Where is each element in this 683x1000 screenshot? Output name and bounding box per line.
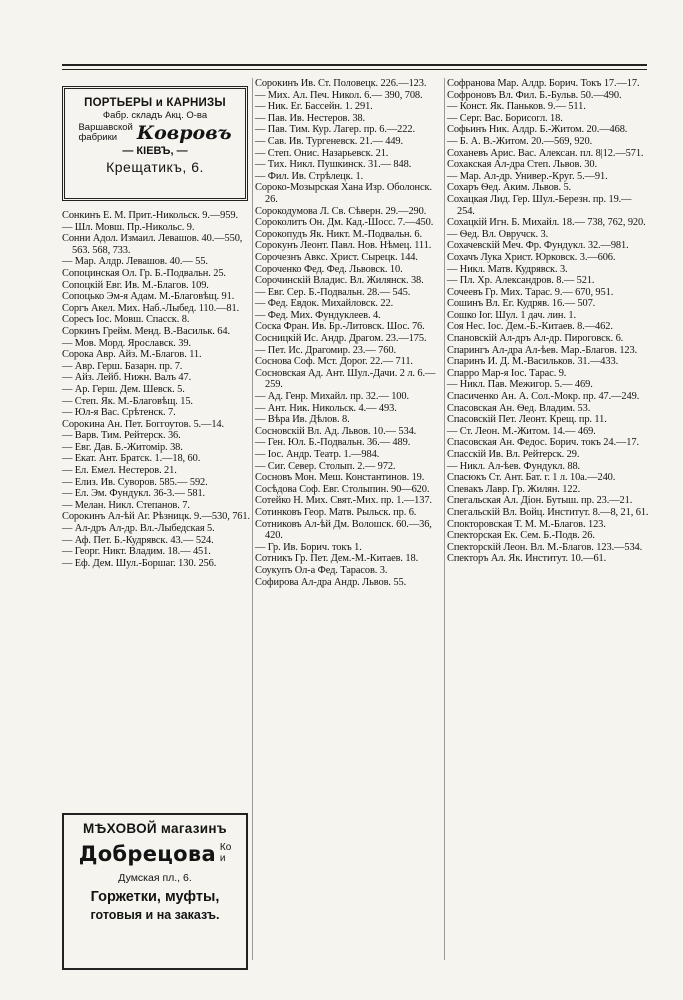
directory-entry: — Степ. Онис. Назарьевск. 21. [255, 147, 389, 159]
directory-entry: Сорокинъ Ив. Ст. Половецк. 226.—123. [255, 78, 427, 89]
directory-entry: — Пл. Хр. Александров. 8.— 521. [447, 275, 595, 287]
directory-entry: Сороколитъ Он. Дм. Кад.-Шосс. 7.—450. [255, 217, 434, 229]
directory-entry: — Мих. Ал. Печ. Никол. 6.— 390, 708. [255, 89, 423, 101]
directory-entry: — Варв. Тим. Рейтерск. 36. [62, 430, 181, 442]
directory-entry: Соханевъ Арис. Вас. Алексан. пл. 8|12.—571. [447, 147, 644, 159]
directory-entry: Сотниковъ Ал-ѣй Дм. Волошск. 60.—36, 420. [255, 518, 432, 542]
directory-entry: — Ген. Юл. Б.-Подвальн. 36.— 489. [255, 437, 411, 449]
directory-entry: Сосновскій Вл. Ад. Львов. 10.— 534. [255, 425, 417, 437]
directory-entry: — Евг. Сер. Б.-Подвальн. 28.— 545. [255, 286, 411, 298]
directory-entry: Соснова Соф. Мст. Дорог. 22.— 711. [255, 356, 413, 368]
directory-entry: — Фед. Евдок. Михайловск. 22. [255, 298, 394, 310]
column-separator [444, 78, 445, 960]
directory-entry: Спасиченко Ан. А. Сол.-Мокр. пр. 47.—249. [447, 391, 640, 403]
directory-entry: Спевакъ Лавр. Гр. Жилян. 122. [447, 483, 581, 495]
directory-entry: Спекторъ Ал. Як. Институт. 10.—61. [447, 553, 607, 565]
directory-entry: — Ад. Генр. Михайл. пр. 32.— 100. [255, 391, 409, 403]
directory-entry: — Авр. Герш. Базарн. пр. 7. [62, 360, 183, 372]
top-rule [62, 64, 647, 66]
directory-entry: Сорочинскій Владис. Вл. Жилянск. 38. [255, 275, 424, 287]
directory-entry: Спегальскій Вл. Войц. Институт. 8.—8, 21, 61. [447, 506, 649, 518]
directory-entry: Сохакская Ал-дра Степ. Львов. 30. [447, 159, 597, 171]
directory-entry: Спегальская Ал. Діон. Бутыш. пр. 23.—21. [447, 495, 633, 507]
directory-entry: — Степ. Як. М.-Благовѣщ. 15. [62, 395, 193, 407]
ad-brand: Ковровъ [136, 122, 232, 144]
directory-entry: Сохачевскій Меч. Фр. Фундукл. 32.—981. [447, 240, 629, 252]
ad-fur-goods: Горжетки, муфты, [90, 889, 220, 905]
directory-entry: Соресъ Іос. Мовш. Спасск. 8. [62, 314, 190, 326]
directory-entry: Спарингъ Ал-дра Ал-ѣев. Мар.-Благов. 123. [447, 344, 638, 356]
directory-entry: Спасовская Ан. Федос. Борич. токъ 24.—17. [447, 437, 639, 449]
directory-entry: Сорокунъ Леонт. Павл. Нов. Нѣмец. 111. [255, 240, 432, 252]
directory-entry: Сонкинъ Е. М. Прит.-Никольск. 9.—959. [62, 210, 238, 221]
directory-entry: — Ѳед. Вл. Овручск. 3. [447, 228, 549, 240]
directory-column-2 [255, 78, 443, 588]
directory-entry: Сорочезнъ Авкс. Христ. Сырецк. 144. [255, 251, 418, 263]
directory-entry: Соргъ Акел. Мих. Наб.-Лыбед. 110.—81. [62, 302, 240, 314]
directory-entry: — Ник. Ег. Бассейн. 1. 291. [255, 101, 373, 113]
directory-entry: Спарро Мар-я Іос. Тарас. 9. [447, 367, 567, 379]
directory-entry: — Іос. Андр. Театр. 1.—984. [255, 449, 380, 460]
advertisement-fur-shop [62, 813, 248, 970]
column-separator [252, 78, 253, 960]
directory-entry: — Б. А. В.-Житом. 20.—569, 920. [447, 135, 593, 147]
directory-entry: Сорокина Ан. Пет. Боггоутов. 5.—14. [62, 418, 225, 430]
directory-entry: Сочеевъ Гр. Мих. Тарас. 9.— 670, 951. [447, 286, 614, 298]
ad-fur-brand-row [64, 842, 246, 866]
ad-city: — КІЕВЪ, — [122, 145, 188, 157]
top-rule-thin [62, 69, 647, 70]
ad-fur-co-top: Ко [219, 842, 232, 853]
directory-entry: — Тих. Никл. Пушкинск. 31.— 848. [255, 159, 412, 171]
directory-entry: Сохацкая Лид. Гер. Шул.-Березн. пр. 19.—254. [447, 193, 632, 217]
directory-entry: — Конст. Як. Паньков. 9.— 511. [447, 101, 586, 113]
ad-street: Крещатикъ, 6. [106, 159, 204, 175]
directory-entry: Сороченко Фед. Фед. Львовск. 10. [255, 263, 403, 275]
directory-entry: Софьинъ Ник. Алдр. Б.-Житом. 20.—468. [447, 124, 628, 136]
directory-entry: — Мелан. Никл. Степанов. 7. [62, 499, 190, 511]
directory-entry: Сороко-Мозырская Хана Изр. Оболонск. 26. [255, 182, 432, 205]
directory-entry: — Пав. Тим. Кур. Лагер. пр. 6.—222. [255, 124, 415, 136]
directory-entry: — Никл. Пав. Межигор. 5.— 469. [447, 379, 593, 391]
directory-entry: Сопоцкій Евг. Ив. М.-Благов. 109. [62, 279, 209, 291]
directory-entry: — Ел. Эм. Фундукл. 36-3.— 581. [62, 488, 206, 500]
directory-entry: — Сав. Ив. Тургеневск. 21.— 449. [255, 135, 404, 147]
directory-entry: Сохаръ Ѳед. Аким. Львов. 5. [447, 182, 572, 194]
ad-fur-brand: Добрецова [78, 842, 216, 866]
directory-entry: Спекторская Ек. Сем. Б.-Подв. 26. [447, 530, 595, 542]
directory-entry: Сорокопудъ Як. Никт. М.-Подвальн. 6. [255, 228, 423, 240]
ad-headline: ПОРТЬЕРЫ и КАРНИЗЫ [84, 97, 226, 109]
directory-entry: Сошко Іог. Шул. 1 дач. лин. 1. [447, 309, 576, 321]
directory-entry: Сотейко Н. Мих. Свят.-Мих. пр. 1.—137. [255, 495, 432, 507]
directory-entry: Сопоцько Эм-я Адам. М.-Благовѣщ. 91. [62, 291, 235, 303]
directory-entry: — Никл. Ал-ѣев. Фундукл. 88. [447, 460, 581, 472]
directory-entry: — Серг. Вас. Борисогл. 18. [447, 112, 563, 124]
ad-subline: Фабр. складъ Акц. О-ва [102, 110, 208, 121]
directory-entry: Спасюкъ Ст. Ант. Бат. г. 1 л. 10а.—240. [447, 472, 616, 484]
directory-entry: — Гр. Ив. Борич. токъ 1. [255, 541, 362, 553]
directory-entry: Спокторовская Т. М. М.-Благов. 123. [447, 518, 606, 530]
directory-entry: Софроновъ Вл. Фил. Б.-Бульв. 50.—490. [447, 89, 622, 101]
directory-entry: Сохачъ Лука Христ. Юрковск. 3.—606. [447, 251, 616, 263]
directory-entry: — Пав. Ив. Нестеров. 38. [255, 112, 366, 124]
advertisement-portieres [62, 86, 248, 201]
directory-entry: Сосновъ Мон. Меш. Константинов. 19. [255, 472, 425, 484]
directory-entry: — Мар. Алдр. Левашов. 40.— 55. [62, 256, 208, 268]
ad-fur-company [220, 842, 231, 864]
directory-entry: — Юл-я Вас. Срѣтенск. 7. [62, 407, 176, 419]
directory-entry: — Георг. Никт. Владим. 18.— 451. [62, 546, 211, 558]
directory-entry: Спаринъ И. Д. М.-Васильков. 31.—433. [447, 356, 619, 368]
directory-entry: Софирова Ал-дра Андр. Львов. 55. [255, 576, 407, 588]
directory-entry: Софранова Мар. Алдр. Борич. Токъ 17.—17. [447, 78, 640, 89]
directory-entry: Спановскій Ал-дръ Ал-др. Пироговск. 6. [447, 333, 624, 345]
directory-entry: — Ант. Ник. Никольск. 4.— 493. [255, 402, 397, 414]
directory-entry: — Айз. Лейб. Нижн. Валъ 47. [62, 372, 192, 384]
directory-column-3 [447, 78, 649, 565]
directory-entry: — Фил. Ив. Стрѣлецк. 1. [255, 170, 364, 182]
directory-entry: Сопоцинская Ол. Гр. Б.-Подвальн. 25. [62, 267, 226, 279]
directory-entry: — Пет. Ис. Драгомир. 23.— 760. [255, 344, 396, 356]
directory-entry: Сорока Авр. Айз. М.-Благов. 11. [62, 349, 202, 361]
directory-entry: — Ар. Герш. Дем. Шевск. 5. [62, 383, 185, 395]
directory-entry: — Сиг. Север. Столып. 2.— 972. [255, 460, 396, 472]
directory-entry: Сохацкій Игн. Б. Михайл. 18.— 738, 762, 920. [447, 217, 646, 229]
directory-entry: — Мар. Ал-др. Универ.-Круг. 5.—91. [447, 170, 608, 182]
directory-entry: — Евг. Дав. Б.-Житомір. 38. [62, 441, 183, 453]
directory-entry: — Елиз. Ив. Суворов. 585.— 592. [62, 476, 208, 488]
ad-fur-address: Думская пл., 6. [118, 872, 192, 884]
ad-brand-row [65, 122, 245, 144]
directory-entry: Сосницкій Ис. Андр. Драгом. 23.—175. [255, 333, 427, 345]
directory-entry: Сорокодумова Л. Св. Сѣверн. 29.—290. [255, 205, 427, 217]
ad-prefix-top: Варшавской [78, 121, 133, 133]
directory-entry: — Еф. Дем. Шул.-Боршаг. 130. 256. [62, 557, 217, 569]
directory-entry: — Екат. Ант. Братск. 1.—18, 60. [62, 453, 201, 465]
directory-entry: — Аф. Пет. Б.-Кудрявск. 43.— 524. [62, 534, 214, 546]
ad-fur-title: МѢХОВОЙ магазинъ [83, 821, 227, 836]
ad-fur-note: готовыя и на заказъ. [90, 908, 220, 922]
directory-entry: Сотникъ Гр. Пет. Дем.-М.-Китаев. 18. [255, 553, 419, 565]
ad-fur-co-bottom: и [219, 853, 226, 864]
directory-entry: Спасскій Ив. Вл. Рейтерск. 29. [447, 449, 580, 460]
directory-entry: Сосѣдова Соф. Евг. Столыпин. 90—620. [255, 483, 430, 495]
directory-entry: — Вѣра Ив. Дѣлов. 8. [255, 414, 350, 426]
directory-entry: Сорокинъ Ал-ѣй Аг. Рѣзницк. 9.—530, 761. [62, 511, 250, 523]
directory-entry: Спасовскій Пет. Леонт. Крещ. пр. 11. [447, 414, 607, 426]
directory-entry: Соукупъ Ол-а Фед. Тарасов. 3. [255, 564, 388, 576]
directory-entry: — Ст. Леон. М.-Житом. 14.— 469. [447, 425, 596, 437]
directory-entry: Соя Нес. Іос. Дем.-Б.-Китаев. 8.—462. [447, 321, 613, 333]
directory-entry: Сотинковъ Геор. Матв. Рыльск. пр. 6. [255, 506, 417, 518]
directory-entry: Сосновская Ад. Ант. Шул.-Дачи. 2 л. 6.—259. [255, 367, 436, 391]
ad-brand-prefix [78, 123, 132, 144]
directory-entry: — Ел. Емел. Нестеров. 21. [62, 465, 177, 477]
directory-entry: Соска Фран. Ив. Бр.-Литовск. Шос. 76. [255, 321, 425, 333]
directory-entry: — Мов. Морд. Ярославск. 39. [62, 337, 191, 349]
directory-entry: Спекторскій Леон. Вл. М.-Благов. 123.—534. [447, 541, 643, 553]
directory-entry: Спасовская Ан. Ѳед. Владим. 53. [447, 402, 591, 414]
directory-entry: — Никл. Матв. Кудрявск. 3. [447, 263, 568, 275]
directory-entry: — Шл. Мовш. Пр.-Никольс. 9. [62, 221, 195, 233]
ad-prefix-bottom: фабрики [78, 132, 118, 143]
directory-entry: Сошинъ Вл. Ег. Кудряв. 16.— 507. [447, 298, 596, 310]
directory-entry: Сонни Адол. Измаил. Левашов. 40.—550, 563. 568, 733. [62, 233, 243, 256]
directory-entry: — Ал-дръ Ал-др. Вл.-Лыбедская 5. [62, 523, 215, 535]
directory-column-1 [62, 210, 252, 569]
directory-entry: — Фед. Мих. Фундуклеев. 4. [255, 309, 381, 321]
directory-entry: Соркинъ Грейм. Менд. В.-Васильк. 64. [62, 325, 230, 337]
